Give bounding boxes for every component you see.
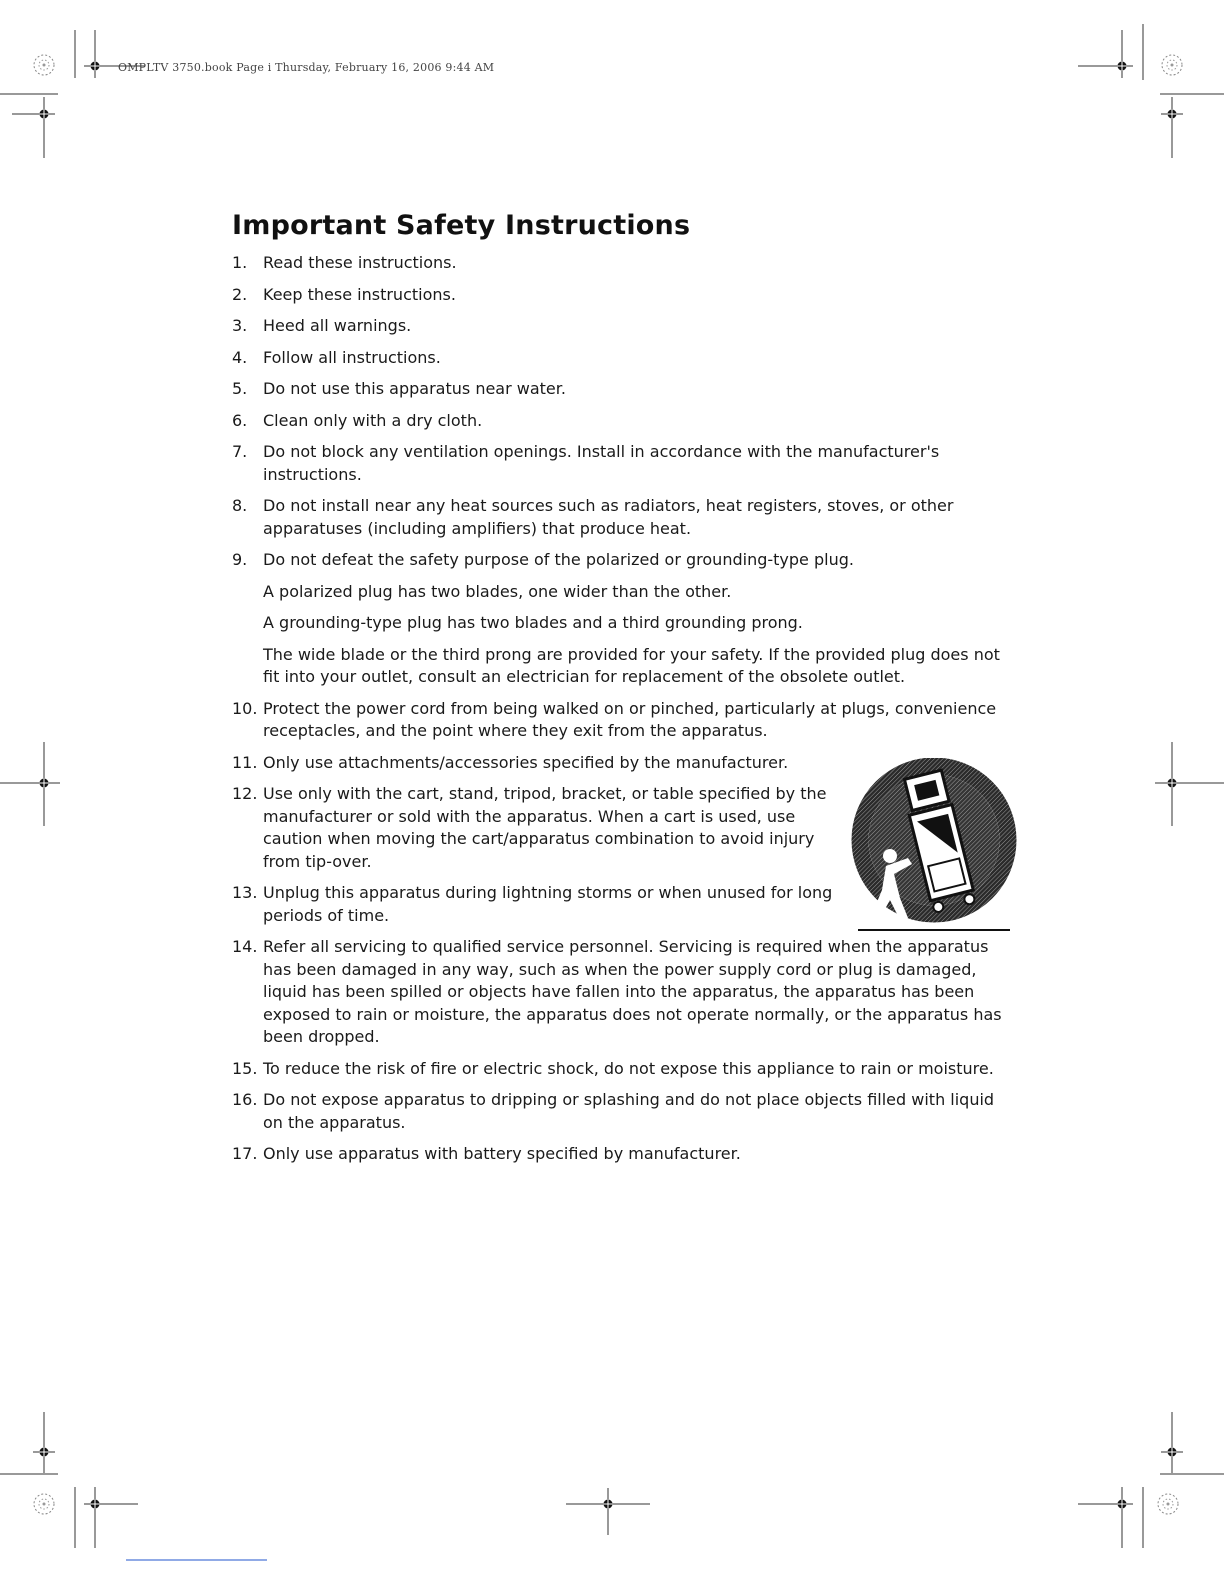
item-number: 15. [232,1058,258,1078]
list-item [232,549,1012,689]
color-target-icon [34,55,54,75]
crosshair-registration-icon [84,1493,106,1515]
crosshair-registration-icon [33,1441,55,1463]
list-item [232,1058,1012,1081]
item-number: 9. [232,550,248,569]
crosshair-registration-icon [33,103,55,125]
list-item [232,315,1012,338]
item-text: Read these instructions. [263,253,457,272]
crosshair-registration-icon [1161,772,1183,794]
crosshair-registration-icon [1161,103,1183,125]
page-title: Important Safety Instructions [232,210,691,241]
item-number: 14. [232,937,258,956]
list-item [232,495,1012,540]
color-target-icon [1162,55,1182,75]
list-item [232,698,1012,743]
list-item [232,936,1012,1049]
item-number: 16. [232,1090,258,1109]
list-item [232,1143,1012,1166]
list-item [232,252,1012,275]
cart-tip-over-warning-icon [850,758,1018,934]
item-text: Only use apparatus with battery specified by manufacturer. [263,1144,741,1163]
item-text: Do not expose apparatus to dripping or splashing and do not place objects filled with liquid on the apparatus. [263,1090,995,1132]
crosshair-registration-icon [84,55,106,77]
item-text: Clean only with a dry cloth. [263,410,483,430]
crosshair-registration-icon [1161,1441,1183,1463]
item-number: 5. [232,379,248,398]
crosshair-registration-icon [1111,55,1133,77]
item-text: Follow all instructions. [263,347,441,367]
item-text: Do not install near any heat sources such as radiators, heat registers, stoves, or other apparatuses (including amplifiers) that produce heat. [263,496,954,538]
item-number: 11. [232,752,258,772]
safety-instructions-list [232,252,1012,1175]
item-text: Do not block any ventilation openings. Install in accordance with the manufacturer's instructions. [263,442,940,484]
list-item [232,1089,1012,1134]
item-subparagraph: A polarized plug has two blades, one wider than the other. [263,581,732,601]
crosshair-registration-icon [1111,1493,1133,1515]
item-number: 7. [232,442,248,461]
print-slug: OMPLTV 3750.book Page i Thursday, February 16, 2006 9:44 AM [118,61,495,74]
item-number: 10. [232,698,258,718]
item-text: Keep these instructions. [263,284,456,304]
item-text: Refer all servicing to qualified service personnel. Servicing is required when the apparatus has been damaged in any way, such as when the power supply cord or plug is damaged, liquid has been spilled or objects have fallen into the apparatus, the apparatus has been exposed to rain or moisture, the apparatus does not operate normally, or the apparatus has been dropped. [263,937,1002,1046]
item-number: 12. [232,784,258,803]
color-target-icon [1158,1494,1178,1514]
item-number: 17. [232,1144,258,1163]
item-text: Do not defeat the safety purpose of the polarized or grounding-type plug. [263,550,854,569]
list-item [232,410,1012,433]
list-item [232,378,1012,401]
item-text: To reduce the risk of fire or electric shock, do not expose this appliance to rain or moisture. [263,1058,994,1078]
crosshair-registration-icon [597,1493,619,1515]
item-text: Use only with the cart, stand, tripod, bracket, or table specified by the manufacturer or sold with the apparatus. When a cart is used, use caution when moving the cart/apparatus combination to avoid injury from tip-over. [263,784,827,871]
item-text: Unplug this apparatus during lightning storms or when unused for long periods of time. [263,883,833,925]
item-text: Protect the power cord from being walked on or pinched, particularly at plugs, convenience receptacles, and the point where they exit from the apparatus. [263,698,997,740]
list-item [232,284,1012,307]
list-item [232,347,1012,370]
item-number: 6. [232,410,248,430]
item-number: 13. [232,883,258,902]
list-item [232,441,1012,486]
item-subparagraph: A grounding-type plug has two blades and a third grounding prong. [263,613,803,632]
item-number: 2. [232,284,248,304]
color-target-icon [34,1494,54,1514]
item-subparagraph: The wide blade or the third prong are provided for your safety. If the provided plug does not fit into your outlet, consult an electrician for replacement of the obsolete outlet. [263,644,1000,686]
crosshair-registration-icon [33,772,55,794]
item-text: Only use attachments/accessories specified by the manufacturer. [263,752,789,772]
item-text: Heed all warnings. [263,316,412,335]
item-number: 8. [232,496,248,515]
item-text: Do not use this apparatus near water. [263,379,566,398]
item-number: 4. [232,347,248,367]
item-number: 1. [232,253,248,272]
item-number: 3. [232,316,248,335]
